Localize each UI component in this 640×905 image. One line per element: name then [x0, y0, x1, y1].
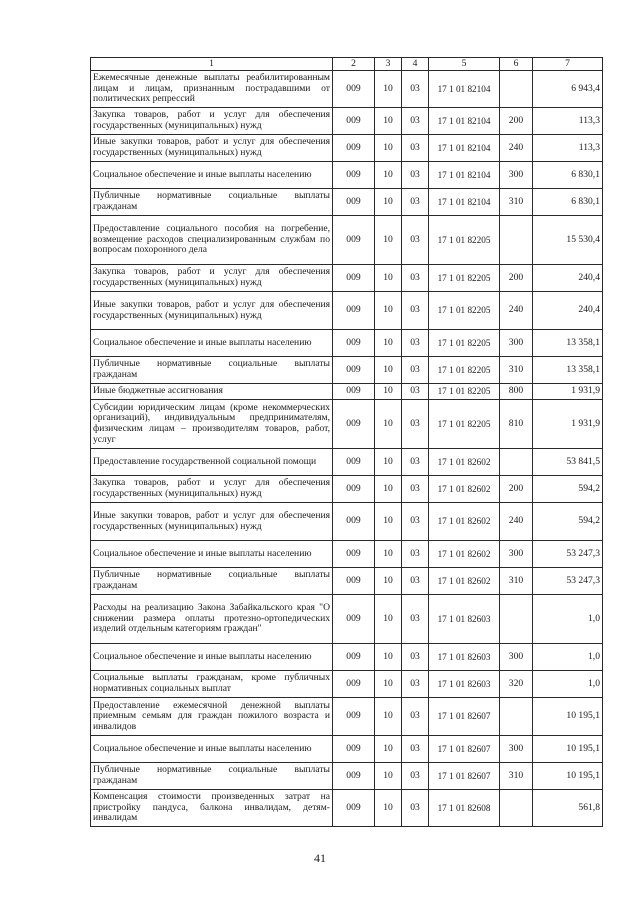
row-section-cell: 10: [375, 71, 402, 108]
row-section-cell: 10: [375, 216, 402, 265]
column-header: 1: [91, 58, 333, 71]
table-row: [91, 568, 603, 595]
row-target-article-cell: 17 1 01 82603: [429, 671, 500, 698]
row-expense-type-cell: 200: [500, 108, 533, 135]
table-row: [91, 162, 603, 189]
row-amount-cell: 1 931,9: [533, 400, 603, 449]
row-name-cell: Ежемесячные денежные выплаты реабилитированным лицам и лицам, признанным пострадавшими от политических репрессий: [91, 71, 333, 108]
row-amount-cell: 594,2: [533, 476, 603, 503]
row-name-cell: Предоставление государственной социальной помощи: [91, 449, 333, 476]
table-row: [91, 671, 603, 698]
column-header: 5: [429, 58, 500, 71]
row-section-cell: 10: [375, 671, 402, 698]
row-section-cell: 10: [375, 644, 402, 671]
row-grbs-cell: 009: [333, 135, 375, 162]
row-subsection-cell: 03: [402, 162, 429, 189]
row-grbs-cell: 009: [333, 476, 375, 503]
row-expense-type-cell: [500, 698, 533, 736]
row-grbs-cell: 009: [333, 108, 375, 135]
row-grbs-cell: 009: [333, 330, 375, 357]
page-number: 41: [314, 851, 326, 865]
row-subsection-cell: 03: [402, 698, 429, 736]
row-subsection-cell: 03: [402, 357, 429, 384]
row-name-cell: Иные закупки товаров, работ и услуг для обеспечения государственных (муниципальных) нужд: [91, 292, 333, 330]
row-name-cell: Закупка товаров, работ и услуг для обеспечения государственных (муниципальных) нужд: [91, 265, 333, 292]
row-name-cell: Социальное обеспечение и иные выплаты населению: [91, 644, 333, 671]
table-row: [91, 644, 603, 671]
row-grbs-cell: 009: [333, 595, 375, 644]
row-section-cell: 10: [375, 568, 402, 595]
row-amount-cell: 53 841,5: [533, 449, 603, 476]
row-amount-cell: 1,0: [533, 644, 603, 671]
row-target-article-cell: 17 1 01 82205: [429, 292, 500, 330]
row-name-cell: Иные закупки товаров, работ и услуг для обеспечения государственных (муниципальных) нужд: [91, 135, 333, 162]
row-name-cell: Социальное обеспечение и иные выплаты населению: [91, 736, 333, 763]
row-section-cell: 10: [375, 189, 402, 216]
row-section-cell: 10: [375, 541, 402, 568]
row-subsection-cell: 03: [402, 671, 429, 698]
row-subsection-cell: 03: [402, 265, 429, 292]
row-grbs-cell: 009: [333, 384, 375, 400]
table-row: [91, 503, 603, 541]
row-subsection-cell: 03: [402, 71, 429, 108]
row-subsection-cell: 03: [402, 790, 429, 827]
table-row: [91, 357, 603, 384]
column-header: 3: [375, 58, 402, 71]
row-target-article-cell: 17 1 01 82205: [429, 384, 500, 400]
row-name-cell: Предоставление ежемесячной денежной выплаты приемным семьям для граждан пожилого возраста и инвалидов: [91, 698, 333, 736]
table-header-row: [91, 58, 603, 71]
row-name-cell: Публичные нормативные социальные выплаты гражданам: [91, 189, 333, 216]
table-row: [91, 384, 603, 400]
table-row: [91, 449, 603, 476]
row-grbs-cell: 009: [333, 698, 375, 736]
row-name-cell: Публичные нормативные социальные выплаты гражданам: [91, 568, 333, 595]
row-subsection-cell: 03: [402, 476, 429, 503]
row-subsection-cell: 03: [402, 541, 429, 568]
row-target-article-cell: 17 1 01 82104: [429, 135, 500, 162]
row-target-article-cell: 17 1 01 82602: [429, 449, 500, 476]
row-grbs-cell: 009: [333, 189, 375, 216]
row-grbs-cell: 009: [333, 162, 375, 189]
row-name-cell: Социальное обеспечение и иные выплаты населению: [91, 162, 333, 189]
row-target-article-cell: 17 1 01 82608: [429, 790, 500, 827]
row-section-cell: 10: [375, 503, 402, 541]
row-grbs-cell: 009: [333, 503, 375, 541]
row-name-cell: Предоставление социального пособия на погребение, возмещение расходов специализированным службам по вопросам похоронного дела: [91, 216, 333, 265]
table-row: [91, 790, 603, 827]
row-amount-cell: 10 195,1: [533, 763, 603, 790]
row-grbs-cell: 009: [333, 568, 375, 595]
row-name-cell: Расходы на реализацию Закона Забайкальского края "О снижении размера оплаты протезно-ортопедических изделий отдельным категориям граждан": [91, 595, 333, 644]
table-row: [91, 330, 603, 357]
row-name-cell: Иные закупки товаров, работ и услуг для обеспечения государственных (муниципальных) нужд: [91, 503, 333, 541]
row-expense-type-cell: 200: [500, 265, 533, 292]
row-subsection-cell: 03: [402, 449, 429, 476]
row-target-article-cell: 17 1 01 82104: [429, 162, 500, 189]
table-row: [91, 698, 603, 736]
table-row: [91, 400, 603, 449]
row-subsection-cell: 03: [402, 763, 429, 790]
row-expense-type-cell: [500, 449, 533, 476]
row-subsection-cell: 03: [402, 108, 429, 135]
row-grbs-cell: 009: [333, 736, 375, 763]
row-amount-cell: 53 247,3: [533, 568, 603, 595]
row-target-article-cell: 17 1 01 82205: [429, 216, 500, 265]
row-expense-type-cell: [500, 216, 533, 265]
column-header: 2: [333, 58, 375, 71]
row-expense-type-cell: 300: [500, 162, 533, 189]
row-section-cell: 10: [375, 265, 402, 292]
row-subsection-cell: 03: [402, 189, 429, 216]
row-amount-cell: 561,8: [533, 790, 603, 827]
row-target-article-cell: 17 1 01 82602: [429, 476, 500, 503]
row-expense-type-cell: 310: [500, 189, 533, 216]
row-name-cell: Социальное обеспечение и иные выплаты населению: [91, 330, 333, 357]
row-grbs-cell: 009: [333, 71, 375, 108]
row-amount-cell: 6 830,1: [533, 162, 603, 189]
row-grbs-cell: 009: [333, 292, 375, 330]
row-section-cell: 10: [375, 135, 402, 162]
row-target-article-cell: 17 1 01 82603: [429, 595, 500, 644]
row-expense-type-cell: 310: [500, 357, 533, 384]
row-expense-type-cell: 240: [500, 503, 533, 541]
column-header: 6: [500, 58, 533, 71]
row-section-cell: 10: [375, 292, 402, 330]
row-target-article-cell: 17 1 01 82607: [429, 763, 500, 790]
row-expense-type-cell: 300: [500, 541, 533, 568]
row-expense-type-cell: 240: [500, 292, 533, 330]
row-grbs-cell: 009: [333, 541, 375, 568]
row-section-cell: 10: [375, 330, 402, 357]
row-section-cell: 10: [375, 595, 402, 644]
row-grbs-cell: 009: [333, 644, 375, 671]
row-amount-cell: 1 931,9: [533, 384, 603, 400]
row-grbs-cell: 009: [333, 265, 375, 292]
row-grbs-cell: 009: [333, 216, 375, 265]
row-grbs-cell: 009: [333, 449, 375, 476]
row-expense-type-cell: 310: [500, 763, 533, 790]
row-expense-type-cell: 810: [500, 400, 533, 449]
row-subsection-cell: 03: [402, 568, 429, 595]
row-subsection-cell: 03: [402, 292, 429, 330]
row-expense-type-cell: [500, 71, 533, 108]
row-amount-cell: 6 830,1: [533, 189, 603, 216]
table-body: [91, 71, 603, 827]
row-amount-cell: 113,3: [533, 108, 603, 135]
row-subsection-cell: 03: [402, 644, 429, 671]
row-subsection-cell: 03: [402, 135, 429, 162]
row-amount-cell: 53 247,3: [533, 541, 603, 568]
row-grbs-cell: 009: [333, 400, 375, 449]
row-expense-type-cell: 300: [500, 736, 533, 763]
row-amount-cell: 1,0: [533, 595, 603, 644]
row-name-cell: Иные бюджетные ассигнования: [91, 384, 333, 400]
row-section-cell: 10: [375, 476, 402, 503]
row-name-cell: Социальные выплаты гражданам, кроме публичных нормативных социальных выплат: [91, 671, 333, 698]
row-target-article-cell: 17 1 01 82205: [429, 357, 500, 384]
table-row: [91, 265, 603, 292]
row-section-cell: 10: [375, 698, 402, 736]
row-section-cell: 10: [375, 108, 402, 135]
row-name-cell: Социальное обеспечение и иные выплаты населению: [91, 541, 333, 568]
row-target-article-cell: 17 1 01 82607: [429, 698, 500, 736]
table-row: [91, 189, 603, 216]
row-section-cell: 10: [375, 384, 402, 400]
table-row: [91, 541, 603, 568]
row-expense-type-cell: [500, 595, 533, 644]
row-expense-type-cell: 320: [500, 671, 533, 698]
table-row: [91, 292, 603, 330]
row-expense-type-cell: 240: [500, 135, 533, 162]
row-subsection-cell: 03: [402, 216, 429, 265]
row-amount-cell: 15 530,4: [533, 216, 603, 265]
row-amount-cell: 1,0: [533, 671, 603, 698]
column-header: 4: [402, 58, 429, 71]
row-section-cell: 10: [375, 449, 402, 476]
row-expense-type-cell: [500, 790, 533, 827]
row-amount-cell: 10 195,1: [533, 736, 603, 763]
row-target-article-cell: 17 1 01 82607: [429, 736, 500, 763]
row-section-cell: 10: [375, 763, 402, 790]
row-subsection-cell: 03: [402, 400, 429, 449]
row-subsection-cell: 03: [402, 330, 429, 357]
row-amount-cell: 240,4: [533, 292, 603, 330]
row-amount-cell: 240,4: [533, 265, 603, 292]
table-row: [91, 71, 603, 108]
row-name-cell: Публичные нормативные социальные выплаты гражданам: [91, 357, 333, 384]
row-amount-cell: 6 943,4: [533, 71, 603, 108]
row-expense-type-cell: 300: [500, 330, 533, 357]
table-row: [91, 216, 603, 265]
row-expense-type-cell: 300: [500, 644, 533, 671]
row-amount-cell: 594,2: [533, 503, 603, 541]
row-name-cell: Субсидии юридическим лицам (кроме некоммерческих организаций), индивидуальным предпринимателям, физическим лицам – производителям товаров, работ, услуг: [91, 400, 333, 449]
row-target-article-cell: 17 1 01 82603: [429, 644, 500, 671]
row-name-cell: Компенсация стоимости произведенных затрат на пристройку пандуса, балкона инвалидам, детям-инвалидам: [91, 790, 333, 827]
row-target-article-cell: 17 1 01 82205: [429, 330, 500, 357]
row-amount-cell: 13 358,1: [533, 357, 603, 384]
table-row: [91, 108, 603, 135]
row-subsection-cell: 03: [402, 503, 429, 541]
table-row: [91, 476, 603, 503]
table-row: [91, 763, 603, 790]
row-amount-cell: 113,3: [533, 135, 603, 162]
table-row: [91, 135, 603, 162]
row-amount-cell: 10 195,1: [533, 698, 603, 736]
row-grbs-cell: 009: [333, 790, 375, 827]
row-section-cell: 10: [375, 736, 402, 763]
row-section-cell: 10: [375, 790, 402, 827]
row-grbs-cell: 009: [333, 763, 375, 790]
row-target-article-cell: 17 1 01 82205: [429, 400, 500, 449]
row-subsection-cell: 03: [402, 384, 429, 400]
row-subsection-cell: 03: [402, 595, 429, 644]
row-target-article-cell: 17 1 01 82602: [429, 568, 500, 595]
row-target-article-cell: 17 1 01 82205: [429, 265, 500, 292]
row-name-cell: Закупка товаров, работ и услуг для обеспечения государственных (муниципальных) нужд: [91, 108, 333, 135]
row-expense-type-cell: 310: [500, 568, 533, 595]
row-amount-cell: 13 358,1: [533, 330, 603, 357]
row-subsection-cell: 03: [402, 736, 429, 763]
row-expense-type-cell: 800: [500, 384, 533, 400]
row-grbs-cell: 009: [333, 357, 375, 384]
column-header: 7: [533, 58, 603, 71]
row-target-article-cell: 17 1 01 82104: [429, 108, 500, 135]
row-expense-type-cell: 200: [500, 476, 533, 503]
row-section-cell: 10: [375, 400, 402, 449]
row-target-article-cell: 17 1 01 82104: [429, 189, 500, 216]
row-grbs-cell: 009: [333, 671, 375, 698]
row-name-cell: Закупка товаров, работ и услуг для обеспечения государственных (муниципальных) нужд: [91, 476, 333, 503]
row-name-cell: Публичные нормативные социальные выплаты гражданам: [91, 763, 333, 790]
row-target-article-cell: 17 1 01 82602: [429, 541, 500, 568]
row-section-cell: 10: [375, 357, 402, 384]
row-section-cell: 10: [375, 162, 402, 189]
budget-table: [90, 57, 603, 827]
table-row: [91, 736, 603, 763]
row-target-article-cell: 17 1 01 82104: [429, 71, 500, 108]
row-target-article-cell: 17 1 01 82602: [429, 503, 500, 541]
table-row: [91, 595, 603, 644]
